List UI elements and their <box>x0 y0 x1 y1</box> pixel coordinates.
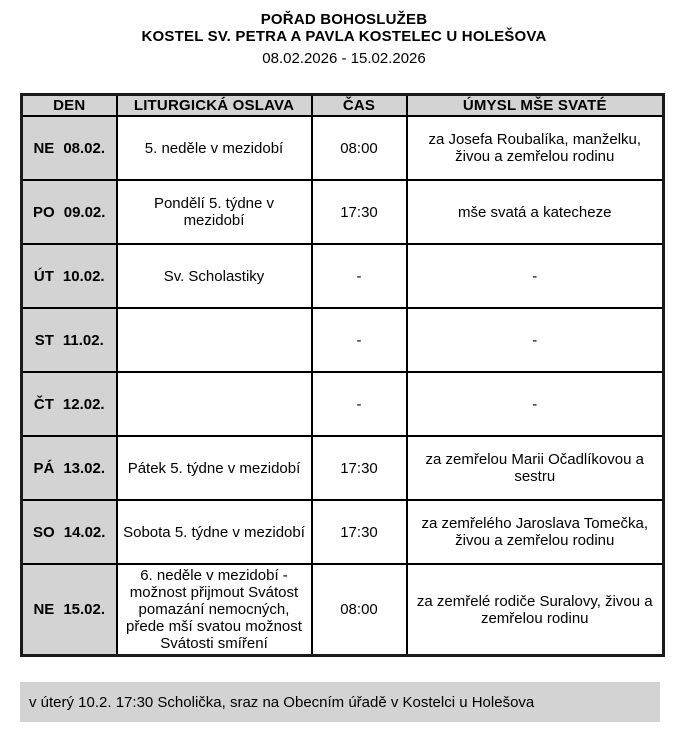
day-cell <box>22 436 117 500</box>
intention-cell: za zemřelého Jaroslava Tomečka, živou a zemřelou rodinu <box>407 500 664 564</box>
celebration-cell: 6. neděle v mezidobí - možnost přijmout Svátost pomazání nemocných, přede mší svatou možnost Svátosti smíření <box>117 564 312 656</box>
celebration-cell: 5. neděle v mezidobí <box>117 116 312 180</box>
day-abbr: NE <box>33 139 55 157</box>
schedule-table <box>20 93 665 657</box>
table-row <box>22 116 664 180</box>
intention-cell: za Josefa Roubalíka, manželku, živou a zemřelou rodinu <box>407 116 664 180</box>
time-cell: 08:00 <box>312 564 407 656</box>
day-abbr: NE <box>33 601 55 618</box>
table-header-row <box>22 95 664 117</box>
celebration-cell <box>117 372 312 436</box>
day-cell <box>22 180 117 244</box>
time-cell: 17:30 <box>312 500 407 564</box>
day-cell <box>22 116 117 180</box>
day-date: 15.02. <box>63 601 106 618</box>
time-cell: 08:00 <box>312 116 407 180</box>
footer-note-text: v úterý 10.2. 17:30 Scholička, sraz na Obecním úřadě v Kostelci u Holešova <box>29 693 535 711</box>
day-abbr: SO <box>33 523 55 541</box>
time-cell: - <box>312 372 407 436</box>
table-row <box>22 564 664 656</box>
intention-cell: mše svatá a katecheze <box>407 180 664 244</box>
day-date: 12.02. <box>62 395 105 413</box>
table-row <box>22 180 664 244</box>
day-cell <box>22 244 117 308</box>
celebration-cell: Pondělí 5. týdne v mezidobí <box>117 180 312 244</box>
day-date: 09.02. <box>63 203 106 221</box>
time-cell: - <box>312 244 407 308</box>
day-abbr: PÁ <box>33 459 55 477</box>
day-date: 14.02. <box>63 523 106 541</box>
day-abbr: PO <box>33 203 55 221</box>
day-cell <box>22 500 117 564</box>
intention-cell: - <box>407 372 664 436</box>
time-cell: 17:30 <box>312 180 407 244</box>
day-cell <box>22 564 117 656</box>
title-block <box>0 0 688 67</box>
day-date: 11.02. <box>62 331 104 349</box>
day-cell <box>22 372 117 436</box>
intention-cell: - <box>407 244 664 308</box>
column-header-den: DEN <box>22 95 117 117</box>
celebration-cell: Sv. Scholastiky <box>117 244 312 308</box>
intention-cell: za zemřelé rodiče Suralovy, živou a zemřelou rodinu <box>407 564 664 656</box>
page-subtitle: KOSTEL SV. PETRA A PAVLA KOSTELEC U HOLEŠOVA <box>141 28 547 45</box>
table-row <box>22 244 664 308</box>
table-row <box>22 308 664 372</box>
column-header-cas: ČAS <box>312 95 407 117</box>
day-date: 08.02. <box>63 139 106 157</box>
table-row <box>22 500 664 564</box>
footer-note-bar <box>20 682 660 722</box>
celebration-cell: Pátek 5. týdne v mezidobí <box>117 436 312 500</box>
intention-cell: - <box>407 308 664 372</box>
time-cell: - <box>312 308 407 372</box>
page-title: POŘAD BOHOSLUŽEB <box>260 11 428 28</box>
day-date: 10.02. <box>62 267 105 285</box>
celebration-cell <box>117 308 312 372</box>
day-abbr: ČT <box>33 395 54 413</box>
day-date: 13.02. <box>63 459 106 477</box>
table-row <box>22 372 664 436</box>
celebration-cell: Sobota 5. týdne v mezidobí <box>117 500 312 564</box>
table-row <box>22 436 664 500</box>
intention-cell: za zemřelou Marii Očadlíkovou a sestru <box>407 436 664 500</box>
column-header-umysl-mse-svate: ÚMYSL MŠE SVATÉ <box>407 95 664 117</box>
day-abbr: ÚT <box>33 267 54 285</box>
day-abbr: ST <box>34 331 54 349</box>
schedule-table-body <box>22 116 664 656</box>
day-cell <box>22 308 117 372</box>
column-header-liturgicka-oslava: LITURGICKÁ OSLAVA <box>117 95 312 117</box>
time-cell: 17:30 <box>312 436 407 500</box>
date-range: 08.02.2026 - 15.02.2026 <box>262 50 426 67</box>
